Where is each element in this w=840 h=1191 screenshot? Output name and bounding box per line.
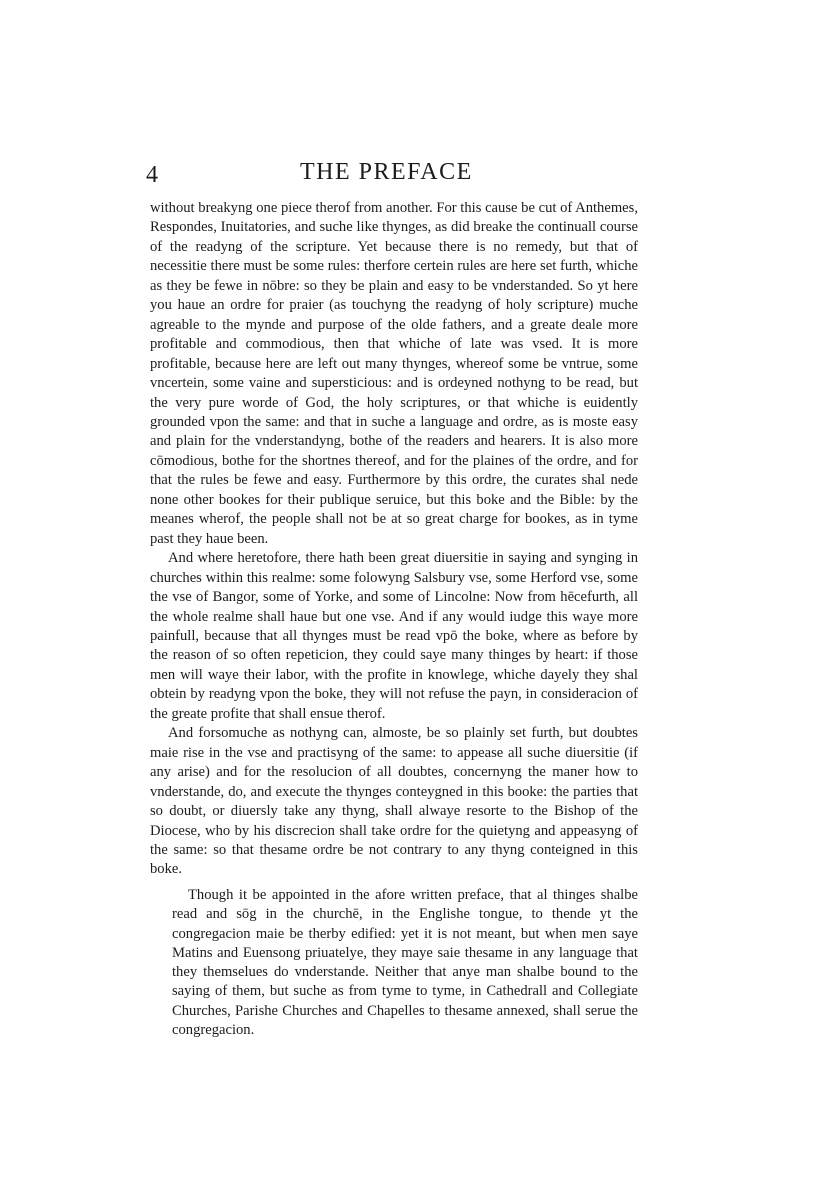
running-head: THE PREFACE [300,159,473,185]
preface-paragraph-3: And forsomuche as nothyng can, almoste, be so plainly set furth, but doubtes maie rise in the vse and practisyng of the same: to appease all suche diuersitie (if any arise) and for the resolucion of all doubtes, concernyng the maner how to vnderstande, do, and execute the thynges conteygned in this booke: the parties that so doubt, or diuersly take any thyng, shall alwaye resorte to the Bishop of the Diocese, who by his discrecion shall take ordre for the quietyng and appeasyng of the same: so that thesame ordre be not contrary to any thyng conteigned in this boke. [150,725,638,878]
preface-paragraph-1: without breakyng one piece therof from another. For this cause be cut of Anthemes, Respondes, Inuitatories, and suche like thynges, as did breake the continuall course of the readyng of the scripture. Yet because there is no remedy, but that of necessitie there must be some rules: therfore certein rules are here set furth, whiche as they be fewe in nōbre: so they be plain and easy to be vnderstanded. So yt here you haue an ordre for praier (as touchyng the readyng of holy scripture) muche agreable to the mynde and purpose of the olde fathers, and a greate deale more profitable and commodious, then that whiche of late was vsed. It is more profitable, because here are left out many thynges, whereof some be vntrue, some vncertein, some vaine and supersticious: and is ordeyned nothyng to be read, but the very pure worde of God, the holy scriptures, or that whiche is euidently grounded vpon the same: and that in suche a language and ordre, as is moste easy and plain for the vnderstandyng, bothe of the readers and hearers. It is also more cōmodious, bothe for the shortnes thereof, and for the plaines of the ordre, and for that the rules be fewe and easy. Furthermore by this ordre, the curates shal nede none other bookes for their publique seruice, but this boke and the Bible: by the meanes wherof, the people shall not be at so great charge for bookes, as in tyme past they haue been. [150,200,638,547]
preface-body [150,199,638,880]
rubric-paragraph: Though it be appointed in the afore written preface, that al thinges shalbe read and sōg in the churchē, in the Englishe tongue, to thende yt the congregacion maie be therby edified: yet it is not meant, but when men saye Matins and Euensong priuatelye, they maye saie thesame in any language that they themselues do vnderstande. Neither that anye man shalbe bound to the saying of them, but suche as from tyme to tyme, in Cathedrall and Collegiate Churches, Parishe Churches and Chapelles to thesame annexed, shall serue the congregacion. [172,887,638,1039]
page-number: 4 [146,162,158,188]
preface-paragraph-2: And where heretofore, there hath been great diuersitie in saying and synging in churches within this realme: some folowyng Salsbury vse, some Herford vse, some the vse of Bangor, some of Yorke, and some of Lincolne: Now from hēcefurth, all the whole realme shall haue but one vse. And if any would iudge this waye more painfull, because that all thynges must be read vpō the boke, where as before by the reason of so often repeticion, they could saye many thinges by heart: if those men will waye their labor, with the profite in knowlege, whiche dayely they shal obtein by readyng vpon the boke, they will not refuse the payn, in consideracion of the greate profite that shall ensue therof. [150,550,638,722]
rubric-note [172,886,638,1040]
